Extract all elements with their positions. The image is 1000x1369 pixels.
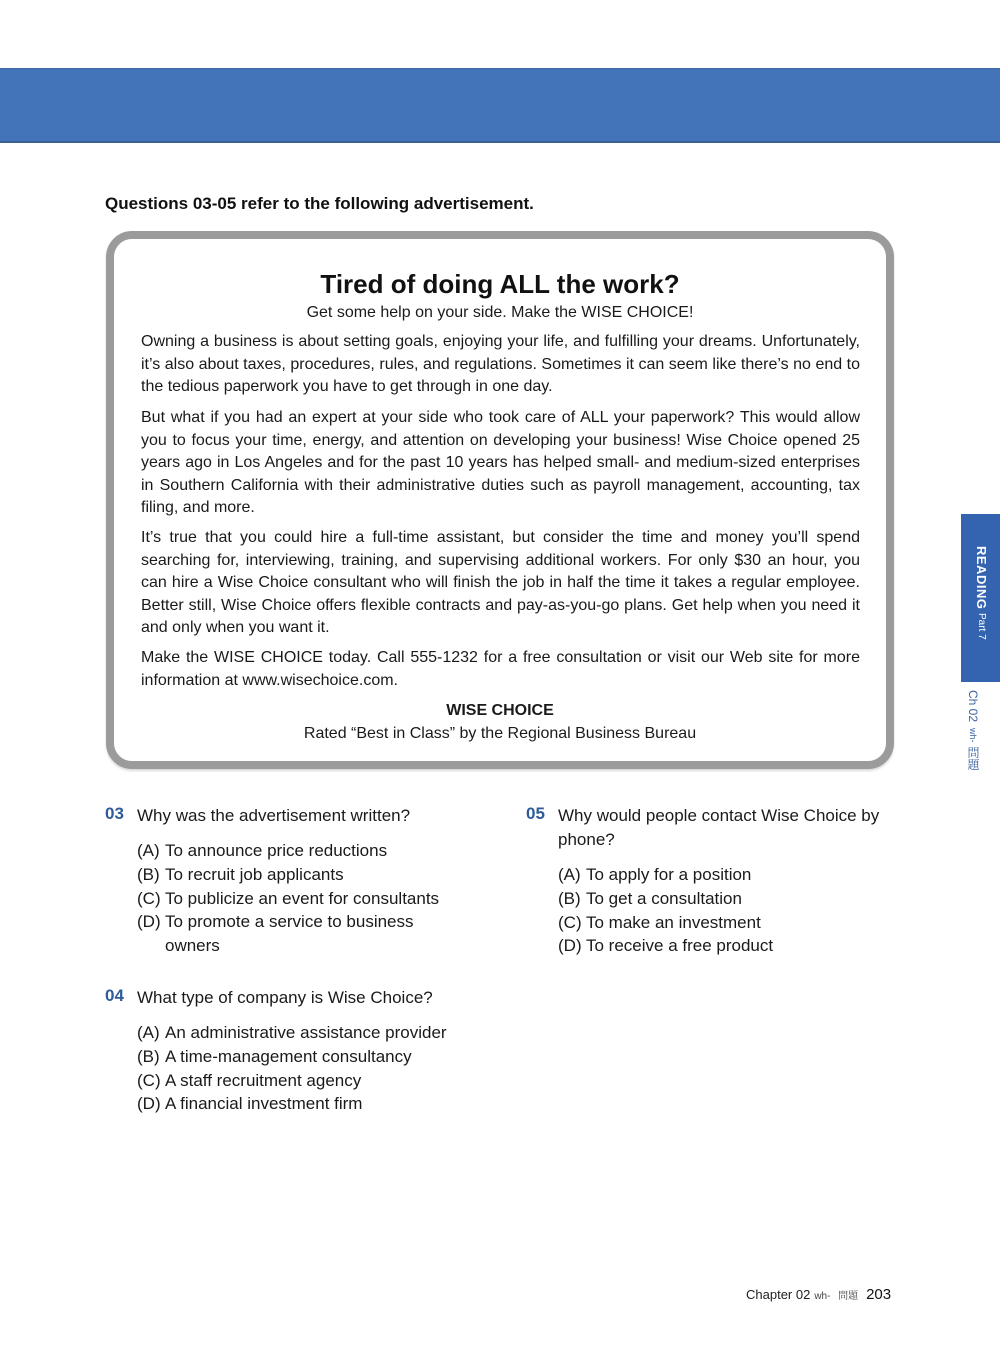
question-text: Why would people contact Wise Choice by phone? bbox=[558, 806, 880, 849]
option-a[interactable]: (A) To apply for a position bbox=[558, 865, 752, 884]
ad-signature-rating: Rated “Best in Class” by the Regional Business Bureau bbox=[303, 725, 697, 742]
option-c[interactable]: (C) To make an investment bbox=[558, 912, 761, 932]
side-chapter-number: Ch 02 bbox=[966, 690, 980, 723]
ad-subtitle: Get some help on your side. Make the WISE CHOICE! bbox=[306, 304, 694, 321]
option-d[interactable]: (D) To receive a free product bbox=[558, 936, 774, 956]
ad-paragraph: Make the WISE CHOICE today. Call 555-1232 for a free consultation or visit our Web site for more information at www.wisechoice.com. bbox=[141, 649, 860, 689]
option-b[interactable]: (B) A time-management consultancy bbox=[137, 1046, 412, 1066]
top-banner bbox=[0, 68, 1000, 143]
option-b[interactable]: (B) To get a consultation bbox=[558, 888, 742, 908]
option-d[interactable]: (D) To promote a service to business owners bbox=[137, 912, 414, 956]
option-a[interactable]: (A) To announce price reductions bbox=[137, 841, 388, 860]
question-number: 03 bbox=[105, 804, 124, 823]
option-c[interactable]: (C) To publicize an event for consultants bbox=[137, 888, 440, 908]
question-number: 04 bbox=[105, 986, 124, 1005]
advertisement-box bbox=[106, 231, 894, 769]
side-tab-section: READING bbox=[974, 546, 989, 610]
option-a[interactable]: (A) An administrative assistance provider bbox=[137, 1023, 447, 1042]
side-chapter-label bbox=[965, 690, 982, 771]
page-footer bbox=[746, 1286, 891, 1303]
side-tab-part: Part 7 bbox=[976, 613, 987, 641]
side-tab-label bbox=[972, 546, 990, 640]
side-chapter-sub: wh- bbox=[968, 728, 978, 743]
ad-paragraph: It’s true that you could hire a full-time assistant, but consider the time and money you’ll spend searching for, interviewing, training, and supervising additional workers. For only $30 an hour, you can hire a Wise Choice consultant who will finish the job in half the time it takes a regular employee. Better still, Wise Choice offers flexible contracts and pay-as-you-go plans. Get help when you need it and only when you want it. bbox=[141, 529, 860, 636]
option-list bbox=[558, 863, 898, 958]
page-number: 203 bbox=[866, 1286, 892, 1303]
footer-chapter-sub: wh- bbox=[814, 1291, 831, 1302]
ad-paragraph: Owning a business is about setting goals, enjoying your life, and fulfilling your dreams. Unfortunately, it’s also about taxes, procedures, rules, and regulations. Sometimes it can seem like there’s no end to the tedious paperwork you have to get through in one day. bbox=[141, 333, 860, 395]
option-b[interactable]: (B) To recruit job applicants bbox=[137, 864, 344, 884]
instruction-heading: Questions 03-05 refer to the following advertisement. bbox=[105, 194, 534, 213]
section-side-tab bbox=[961, 514, 1000, 682]
footer-chapter: Chapter 02 bbox=[746, 1287, 811, 1302]
ad-signature-name: WISE CHOICE bbox=[446, 702, 554, 719]
question-text: What type of company is Wise Choice? bbox=[137, 988, 433, 1007]
option-c[interactable]: (C) A staff recruitment agency bbox=[137, 1070, 362, 1090]
ad-paragraph: But what if you had an expert at your side who took care of ALL your paperwork? This would allow you to focus your time, energy, and attention on developing your business! Wise Choice opened 25 years ago in Los Angeles and for the past 10 years has helped small- and medium-sized enterprises in Southern California with their administrative duties such as payroll management, accounting, tax filing, and more. bbox=[141, 409, 860, 516]
side-chapter-topic: 問題 bbox=[966, 746, 980, 771]
ad-title: Tired of doing ALL the work? bbox=[320, 269, 680, 299]
option-list bbox=[137, 1021, 497, 1116]
question-text: Why was the advertisement written? bbox=[137, 806, 411, 825]
question-number: 05 bbox=[526, 804, 545, 823]
option-list bbox=[137, 839, 457, 958]
option-d[interactable]: (D) A financial investment firm bbox=[137, 1094, 363, 1114]
footer-chapter-topic: 問題 bbox=[838, 1291, 859, 1302]
